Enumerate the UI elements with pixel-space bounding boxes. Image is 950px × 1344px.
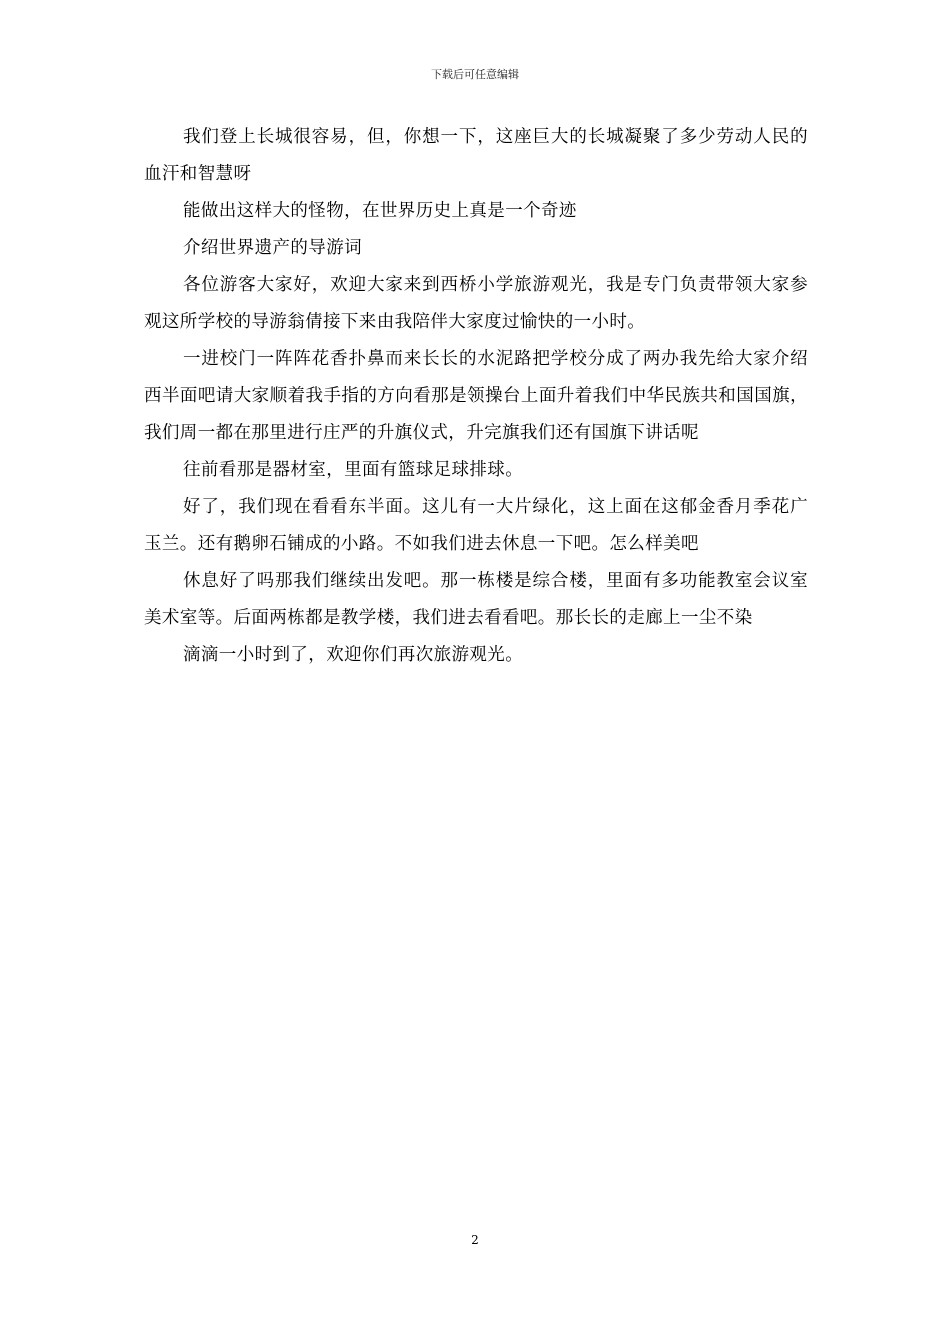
- paragraph: 好了，我们现在看看东半面。这儿有一大片绿化，这上面在这郁金香月季花广玉兰。还有鹅卵石铺成的小路。不如我们进去休息一下吧。怎么样美吧: [144, 497, 808, 554]
- paragraph: 往前看那是器材室，里面有篮球足球排球。: [183, 460, 524, 480]
- paragraph: 我们登上长城很容易，但，你想一下，这座巨大的长城凝聚了多少劳动人民的血汗和智慧呀: [144, 127, 808, 184]
- document-body: [144, 119, 808, 674]
- paragraph: 介绍世界遗产的导游词: [183, 238, 362, 258]
- page-header: 下载后可任意编辑: [431, 68, 519, 81]
- paragraph: 能做出这样大的怪物，在世界历史上真是一个奇迹: [183, 201, 577, 221]
- page-number: 2: [471, 1233, 479, 1247]
- paragraph: 一进校门一阵阵花香扑鼻而来长长的水泥路把学校分成了两办我先给大家介绍西半面吧请大家顺着我手指的方向看那是领操台上面升着我们中华民族共和国国旗，我们周一都在那里进行庄严的升旗仪式，升完旗我们还有国旗下讲话呢: [144, 349, 808, 443]
- paragraph: 各位游客大家好，欢迎大家来到西桥小学旅游观光，我是专门负责带领大家参观这所学校的导游翁倩接下来由我陪伴大家度过愉快的一小时。: [144, 275, 808, 332]
- paragraph: 休息好了吗那我们继续出发吧。那一栋楼是综合楼，里面有多功能教室会议室美术室等。后面两栋都是教学楼，我们进去看看吧。那长长的走廊上一尘不染: [144, 571, 808, 628]
- paragraph: 滴滴一小时到了，欢迎你们再次旅游观光。: [183, 645, 524, 665]
